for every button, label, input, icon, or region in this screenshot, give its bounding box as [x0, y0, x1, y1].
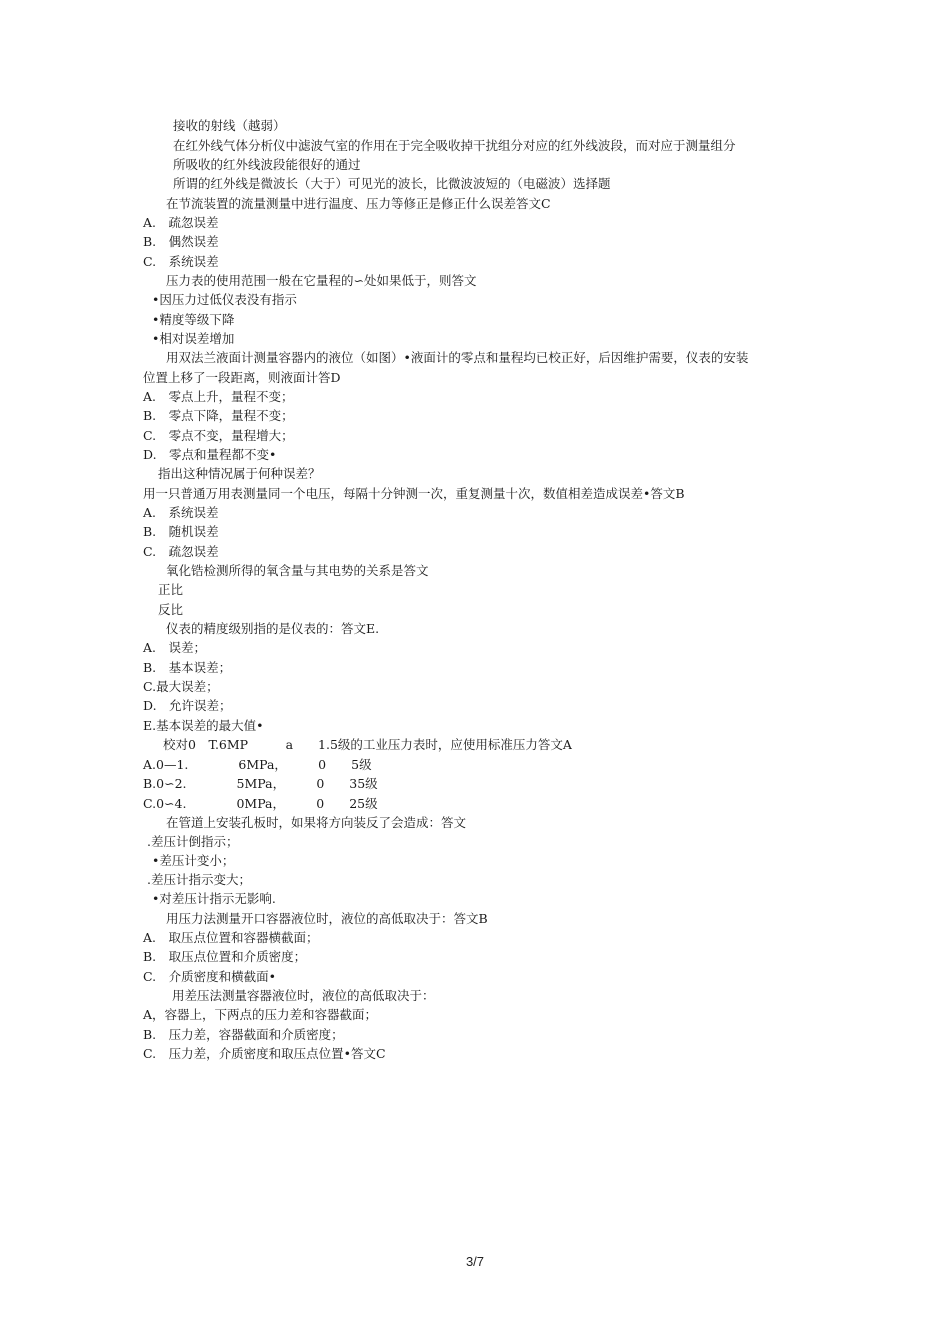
text-line: 用压力法测量开口容器液位时，液位的高低取决于：答文B: [166, 911, 488, 926]
text-line: •相对误差增加: [152, 331, 235, 346]
text-line: 用差压法测量容器液位时，液位的高低取决于：: [172, 988, 435, 1003]
page-number: 3/7: [465, 1254, 485, 1269]
text-line: B. 偶然误差: [143, 234, 219, 249]
text-line: 用一只普通万用表测量同一个电压，每隔十分钟测一次，重复测量十次，数值相差造成误差•答文B: [143, 486, 685, 501]
text-line: E.基本误差的最大值•: [143, 718, 264, 733]
text-line: 接收的射线（越弱）: [173, 118, 286, 133]
text-line: A. 疏忽误差: [143, 215, 219, 230]
text-line: 在节流装置的流量测量中进行温度、压力等修正是修正什么误差答文C: [166, 196, 551, 211]
text-line: 位置上移了一段距离，则液面计答D: [143, 370, 341, 385]
text-line: C. 介质密度和横截面•: [143, 969, 276, 984]
text-line: .差压计指示变大；: [147, 872, 251, 887]
text-line: 氧化锆检测所得的氧含量与其电势的关系是答文: [166, 563, 429, 578]
text-line: 校对0 T.6MP a 1.5级的工业压力表时，应使用标准压力答文A: [163, 737, 572, 752]
text-line: C. 零点不变，量程增大；: [143, 428, 294, 443]
text-line: A，容器上，下两点的压力差和容器截面；: [143, 1007, 378, 1022]
text-line: •精度等级下降: [152, 312, 235, 327]
text-line: D. 零点和量程都不变•: [143, 447, 277, 462]
text-line: B. 随机误差: [143, 524, 219, 539]
text-line: 正比: [158, 582, 184, 597]
text-line: 反比: [158, 602, 184, 617]
text-line: 在红外线气体分析仪中滤波气室的作用在于完全吸收掉干扰组分对应的红外线波段，而对应于测量组分: [173, 138, 736, 153]
text-line: D. 允许误差；: [143, 698, 232, 713]
text-line: 在管道上安装孔板时，如果将方向装反了会造成：答文: [166, 815, 467, 830]
text-line: .差压计倒指示；: [147, 834, 239, 849]
text-line: A. 误差；: [143, 640, 207, 655]
text-line: B. 零点下降，量程不变；: [143, 408, 294, 423]
text-line: •对差压计指示无影响.: [152, 891, 276, 906]
text-line: B.0∽2. 5MPa， 0 35级: [143, 776, 378, 791]
text-line: A. 系统误差: [143, 505, 219, 520]
text-line: A. 零点上升，量程不变；: [143, 389, 294, 404]
text-line: B. 压力差，容器截面和介质密度；: [143, 1027, 344, 1042]
text-line: 所吸收的红外线波段能很好的通过: [173, 157, 361, 172]
text-line: C. 疏忽误差: [143, 544, 219, 559]
text-line: C.0∽4. 0MPa， 0 25级: [143, 796, 378, 811]
text-line: •差压计变小；: [152, 853, 235, 868]
text-line: C. 系统误差: [143, 254, 219, 269]
text-line: 仪表的精度级别指的是仪表的：答文E.: [166, 621, 380, 636]
text-line: 压力表的使用范围一般在它量程的∽处如果低于，则答文: [166, 273, 477, 288]
text-line: C. 压力差，介质密度和取压点位置•答文C: [143, 1046, 386, 1061]
text-line: •因压力过低仪表没有指示: [152, 292, 297, 307]
text-line: B. 取压点位置和介质密度；: [143, 949, 307, 964]
text-line: 所谓的红外线是微波长（大于）可见光的波长，比微波波短的（电磁波）选择题: [173, 176, 611, 191]
text-line: A. 取压点位置和容器横截面；: [143, 930, 319, 945]
text-line: C.最大误差；: [143, 679, 219, 694]
text-line: A.0—1. 6MPa， 0 5级: [143, 757, 372, 772]
text-line: 指出这种情况属于何种误差？: [158, 466, 321, 481]
text-line: B. 基本误差；: [143, 660, 232, 675]
text-line: 用双法兰液面计测量容器内的液位（如图）•液面计的零点和量程均已校正好，后因维护需要，仪表的安装: [166, 350, 749, 365]
